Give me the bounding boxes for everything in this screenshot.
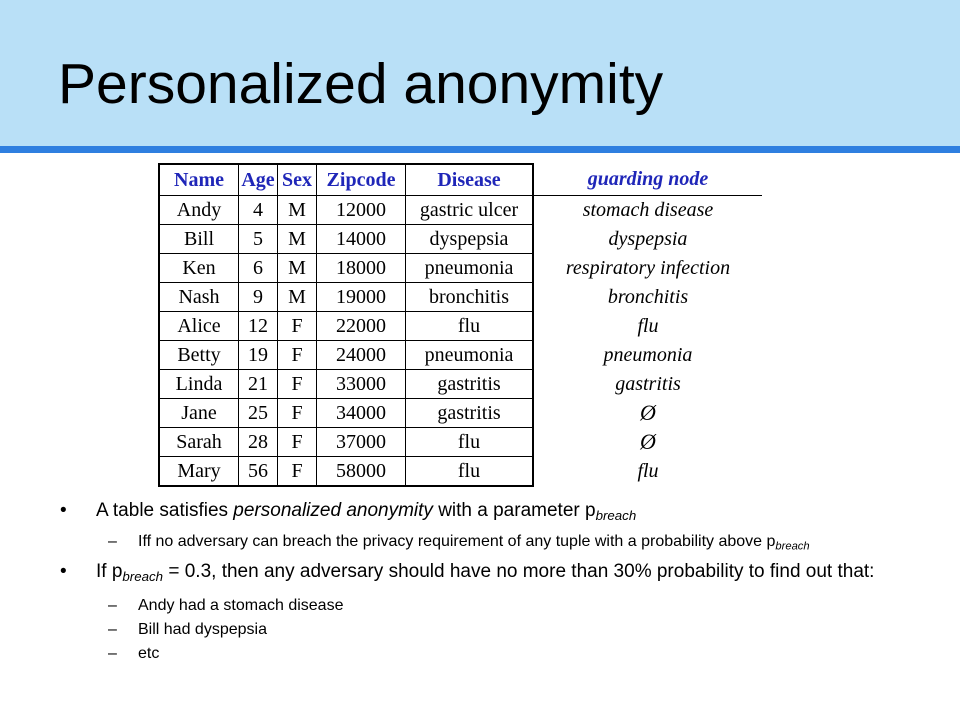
cell-age: 28 [239,428,278,457]
cell-age: 5 [239,225,278,254]
bullet-text: If p [96,561,123,583]
bullet-example [60,561,920,587]
cell-age: 25 [239,399,278,428]
cell-guarding-node: Ø [640,429,656,454]
cell-name: Alice [159,312,239,341]
cell-guarding-node: flu [637,459,659,482]
cell-disease: gastritis [406,399,534,428]
table-row [159,428,762,457]
sub-bullet-bill [60,621,920,639]
sub-bullet-text: etc [138,645,160,663]
cell-disease: gastric ulcer [406,196,534,225]
cell-guarding-node: stomach disease [533,196,762,225]
cell-age: 4 [239,196,278,225]
cell-guarding-node: respiratory infection [565,256,731,279]
cell-disease: pneumonia [406,254,534,283]
dash-marker: – [108,532,117,550]
cell-name: Bill [159,225,239,254]
sub-bullet-iff [60,533,920,555]
slide-title: Personalized anonymity [58,52,664,116]
sub-bullet-text: Andy had a stomach disease [138,597,344,615]
cell-sex: F [278,457,317,487]
cell-zipcode: 18000 [317,254,406,283]
table-row [159,399,762,428]
table-row [159,283,762,312]
table-row [159,341,762,370]
cell-age: 21 [239,370,278,399]
cell-guarding-node: dyspepsia [608,227,688,250]
cell-age: 9 [239,283,278,312]
dash-marker: – [108,621,117,639]
cell-sex: M [278,196,317,225]
table-row [159,254,762,283]
cell-zipcode: 33000 [317,370,406,399]
cell-disease: dyspepsia [406,225,534,254]
cell-zipcode: 14000 [317,225,406,254]
cell-guarding-node: pneumonia [603,343,693,366]
cell-age: 19 [239,341,278,370]
cell-disease: flu [406,312,534,341]
cell-name: Nash [159,283,239,312]
dash-marker: – [108,597,117,615]
cell-sex: F [278,428,317,457]
cell-zipcode: 37000 [317,428,406,457]
bullet-text-cont: = 0.3, then any adversary should have no more than 30% probability to find out that: [163,561,875,583]
cell-name: Andy [159,196,239,225]
cell-sex: M [278,283,317,312]
cell-zipcode: 12000 [317,196,406,225]
anonymity-table [158,163,762,487]
header-guarding-node: guarding node [533,164,762,196]
cell-age: 12 [239,312,278,341]
header-sex: Sex [278,164,317,196]
table-row [159,457,762,487]
cell-age: 6 [239,254,278,283]
sub-bullet-text: Iff no adversary can breach the privacy requirement of any tuple with a probability above p [138,532,776,550]
cell-disease: flu [406,457,534,487]
bullet-emphasis: personalized anonymity [233,500,433,521]
cell-sex: F [278,399,317,428]
cell-disease: bronchitis [406,283,534,312]
bullet-marker: • [60,500,67,521]
cell-guarding-node: flu [637,314,659,337]
cell-sex: F [278,341,317,370]
table-row [159,225,762,254]
cell-disease: pneumonia [406,341,534,370]
table-row [159,370,762,399]
bullet-definition [60,500,920,526]
cell-name: Jane [159,399,239,428]
cell-sex: F [278,370,317,399]
cell-guarding-node: bronchitis [607,285,689,308]
table-header-row [159,164,762,196]
cell-name: Linda [159,370,239,399]
header-age: Age [239,164,278,196]
cell-zipcode: 24000 [317,341,406,370]
cell-sex: M [278,225,317,254]
breach-subscript: breach [775,540,810,553]
bullet-marker: • [60,561,67,583]
cell-guarding-node: Ø [640,400,656,425]
cell-sex: M [278,254,317,283]
cell-disease: flu [406,428,534,457]
cell-zipcode: 19000 [317,283,406,312]
bullet-text-cont: with a parameter p [432,500,596,521]
cell-disease: gastritis [406,370,534,399]
dash-marker: – [108,645,117,663]
cell-sex: F [278,312,317,341]
cell-name: Sarah [159,428,239,457]
cell-zipcode: 22000 [317,312,406,341]
cell-age: 56 [239,457,278,487]
breach-subscript: breach [122,569,164,585]
title-divider [0,146,960,153]
bullet-text: A table satisfies [96,500,234,521]
cell-guarding-node: gastritis [615,372,681,395]
sub-bullet-andy [60,597,920,615]
header-disease: Disease [406,164,534,196]
header-zipcode: Zipcode [317,164,406,196]
cell-name: Mary [159,457,239,487]
cell-zipcode: 58000 [317,457,406,487]
cell-name: Betty [159,341,239,370]
cell-zipcode: 34000 [317,399,406,428]
table-row [159,196,762,225]
sub-bullet-text: Bill had dyspepsia [138,621,267,639]
cell-name: Ken [159,254,239,283]
breach-subscript: breach [595,507,637,523]
table-row [159,312,762,341]
header-name: Name [159,164,239,196]
sub-bullet-etc [60,645,920,663]
bullet-list [60,500,920,663]
